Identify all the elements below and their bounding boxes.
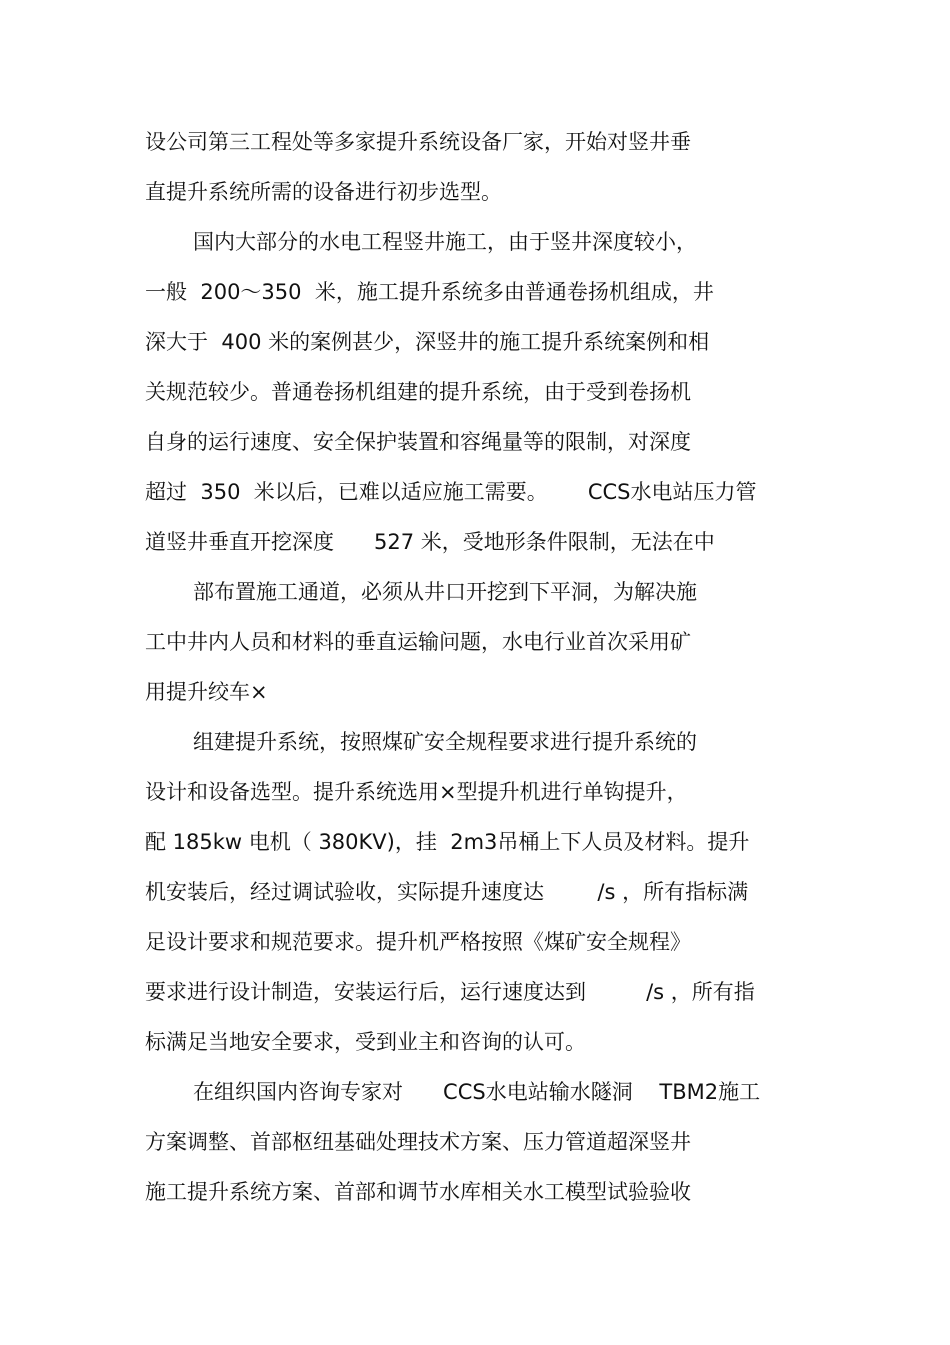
text-line-11: 工中井内人员和材料的垂直运输问题，水电行业首次采用矿 [145,630,691,654]
text-line-9: 道竖井垂直开挖深度 527 米，受地形条件限制，无法在中 [145,530,715,554]
text-line-12: 用提升绞车× [145,680,268,704]
text-line-2: 直提升系统所需的设备进行初步选型。 [145,180,502,204]
text-line-17: 足设计要求和规范要求。提升机严格按照《煤矿安全规程》 [145,930,691,954]
text-line-7: 自身的运行速度、安全保护装置和容绳量等的限制，对深度 [145,430,691,454]
paragraph-2-line-1: 国内大部分的水电工程竖井施工，由于竖井深度较小， [193,230,697,254]
text-line-22: 施工提升系统方案、首部和调节水库相关水工模型试验验收 [145,1180,691,1204]
text-line-6: 关规范较少。普通卷扬机组建的提升系统，由于受到卷扬机 [145,380,691,404]
paragraph-3-line-1: 组建提升系统，按照煤矿安全规程要求进行提升系统的 [193,730,697,754]
text-line-15: 配 185kw 电机（ 380KV)，挂 2m3吊桶上下人员及材料。提升 [145,830,750,854]
text-line-19: 标满足当地安全要求，受到业主和咨询的认可。 [145,1030,586,1054]
text-line-1: 设公司第三工程处等多家提升系统设备厂家，开始对竖井垂 [145,130,691,154]
text-line-4: 一般 200～350 米，施工提升系统多由普通卷扬机组成，井 [145,280,714,304]
paragraph-4-line-1: 在组织国内咨询专家对 CCS水电站输水隧洞 TBM2施工 [193,1080,761,1104]
text-line-18: 要求进行设计制造，安装运行后，运行速度达到 /s ，所有指 [145,980,755,1004]
text-line-8: 超过 350 米以后，已难以适应施工需要。 CCS水电站压力管 [145,480,757,504]
text-line-5: 深大于 400 米的案例甚少，深竖井的施工提升系统案例和相 [145,330,710,354]
text-line-10: 部布置施工通道，必须从井口开挖到下平洞，为解决施 [193,580,697,604]
text-line-16: 机安装后，经过调试验收，实际提升速度达 /s ，所有指标满 [145,880,749,904]
text-line-14: 设计和设备选型。提升系统选用×型提升机进行单钩提升， [145,780,688,804]
text-line-21: 方案调整、首部枢纽基础处理技术方案、压力管道超深竖井 [145,1130,691,1154]
